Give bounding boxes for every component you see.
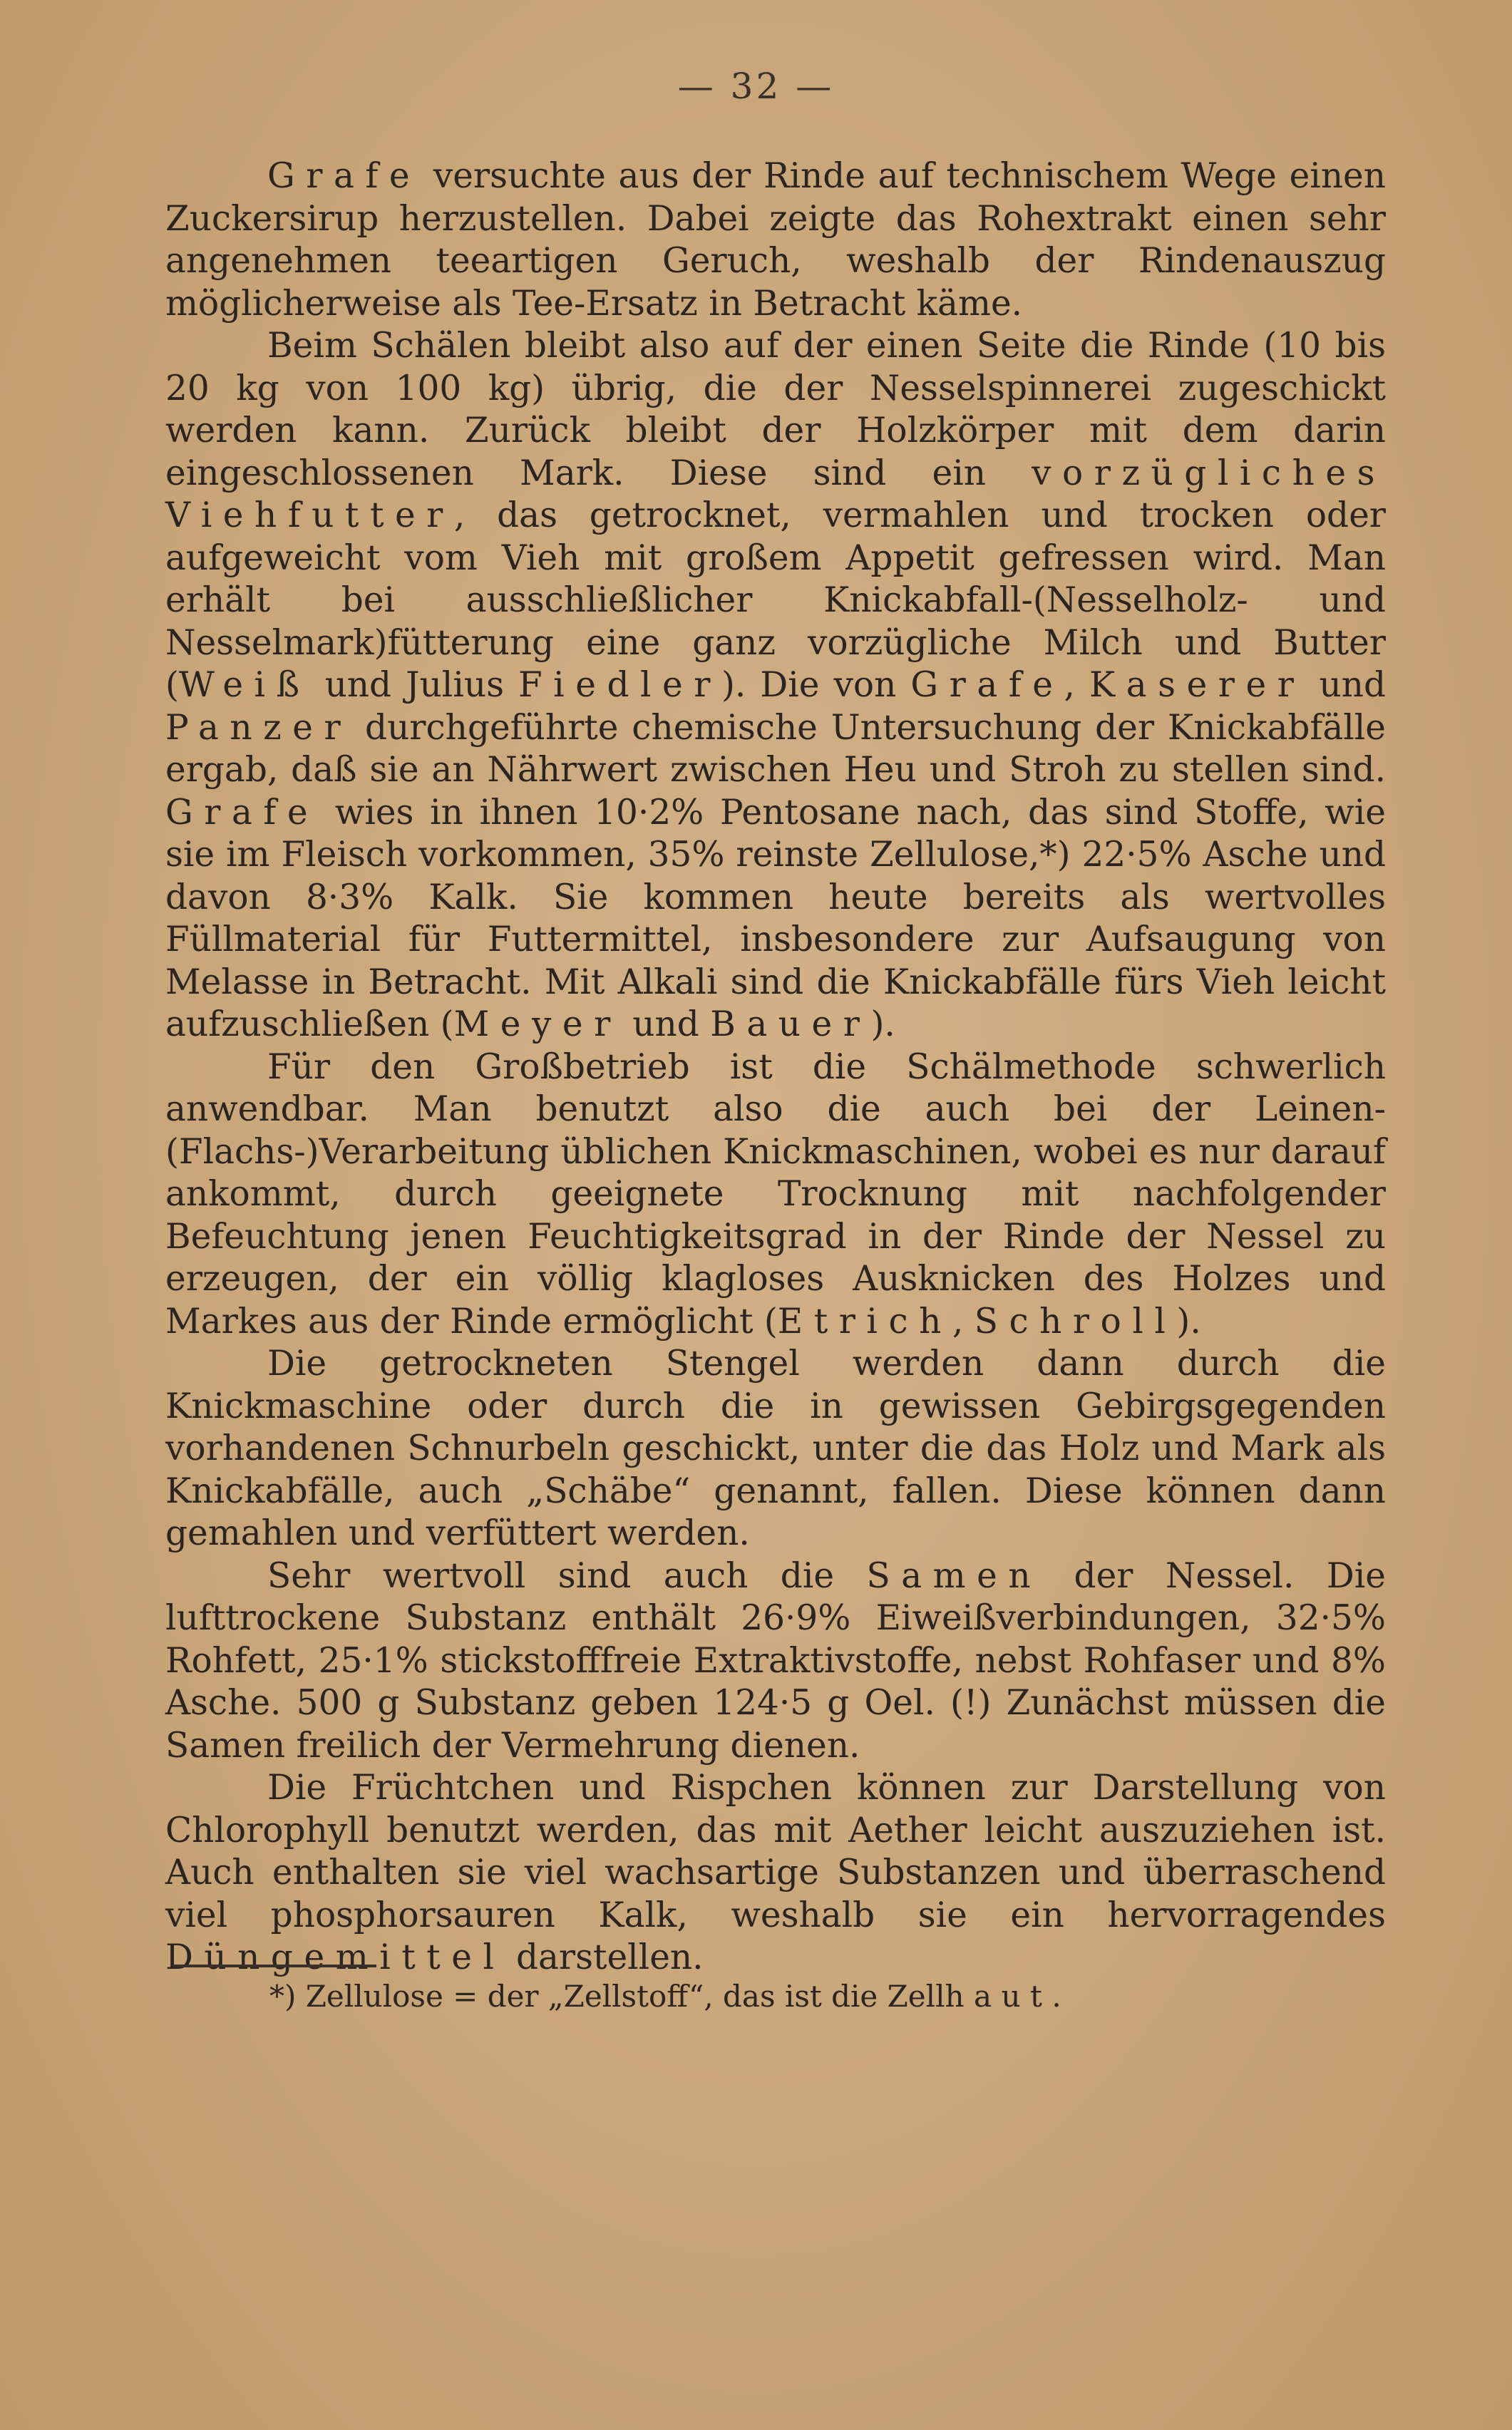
spaced-name: Meyer: [453, 1004, 622, 1044]
text-run: der Nessel. Die lufttrockene Substanz enthält 26·9% Eiweißverbindungen, 32·5% Rohfett, 25·1% stickstofffreie Extraktivstoffe, nebst Rohfaser und 8% Asche. 500 g Substanz geben 124·5 g Oel. (!) Zunächst müssen die Samen freilich der Vermehrung dienen.: [165, 1555, 1386, 1766]
spaced-name: Grafe: [165, 792, 319, 833]
footnote-divider: [173, 1965, 376, 1967]
spaced-name: Weiß: [178, 665, 311, 705]
paragraph: [165, 155, 1386, 325]
text-run: durchgeführte chemische Untersuchung der Knickabfälle ergab, daß sie an Nährwert zwischen Heu und Stroh zu stellen sind.: [165, 707, 1386, 790]
body-text: [165, 155, 1386, 1979]
spaced-name: Grafe: [267, 156, 421, 196]
text-run: Beim Schälen bleibt also auf der einen Seite die Rinde (10 bis 20 kg von 100 kg) übrig, die der Nesselspinnerei zugeschickt werden kann. Zurück bleibt der Holzkörper mit dem darin eingeschlossenen Mark. Diese sind ein: [165, 326, 1386, 493]
text-run: Die Früchtchen und Rispchen können zur Darstellung von Chlorophyll benutzt werden, das mit Aether leicht auszuziehen ist. Auch enthalten sie viel wachsartige Substanzen und überraschend viel phosphorsauren Kalk, weshalb sie ein hervorragendes: [165, 1768, 1386, 1935]
spaced-name: Panzer: [165, 707, 352, 748]
spaced-name: Etrich: [777, 1301, 952, 1342]
spaced-name: Schroll: [974, 1301, 1177, 1342]
text-run: ).: [1176, 1301, 1201, 1342]
text-run: ,: [1064, 665, 1089, 705]
text-run: ). Die von: [721, 665, 911, 705]
footnote-text: .: [1051, 1979, 1061, 2014]
text-run: und: [1305, 665, 1386, 705]
spaced-emphasis: Düngemittel: [165, 1937, 505, 1977]
text-run: ).: [870, 1004, 895, 1044]
text-run: und Julius: [310, 665, 519, 705]
text-run: Sehr wertvoll sind auch die: [267, 1555, 867, 1596]
spaced-name: Fiedler: [518, 665, 721, 705]
text-run: ,: [952, 1301, 974, 1342]
text-run: und: [621, 1004, 711, 1044]
text-run: Für den Großbetrieb ist die Schälmethode schwerlich anwendbar. Man benutzt also die auch bei der Leinen-(Flachs-)Verarbeitung üblichen Knickmaschinen, wobei es nur darauf ankommt, durch geeignete Trocknung mit nachfolgender Befeuchtung jenen Feuchtigkeitsgrad in der Rinde der Nessel zu erzeugen, der ein völlig klagloses Ausknicken des Holzes und Markes aus der Rinde ermöglicht (: [165, 1046, 1386, 1342]
spaced-name: Bauer: [710, 1004, 871, 1044]
paragraph: [165, 1343, 1386, 1555]
spaced-emphasis: haut: [945, 1979, 1052, 2014]
paragraph: [165, 1767, 1386, 1979]
spaced-emphasis: vorzügliches Viehfutter: [165, 453, 1386, 535]
spaced-name: Grafe: [910, 665, 1064, 705]
paragraph: [165, 1555, 1386, 1768]
paragraph: [165, 325, 1386, 1046]
text-run: , das getrocknet, vermahlen und trocken oder aufgeweicht vom Vieh mit großem Appetit gefressen wird. Man erhält bei ausschließlicher Knickabfall-(Nesselholz- und Nesselmark)fütterung eine ganz vorzügliche Milch und Butter (: [165, 495, 1386, 705]
spaced-emphasis: Samen: [866, 1555, 1042, 1596]
footnote: [269, 1976, 1339, 2017]
text-run: wies in ihnen 10·2% Pentosane nach, das sind Stoffe, wie sie im Fleisch vorkommen, 35% reinste Zellulose,*) 22·5% Asche und davon 8·3% Kalk. Sie kommen heute bereits als wertvolles Füllmaterial für Futtermittel, insbesondere zur Aufsaugung von Melasse in Betracht. Mit Alkali sind die Knickabfälle fürs Vieh leicht aufzuschließen (: [165, 792, 1386, 1044]
spaced-name: Kaserer: [1089, 665, 1305, 705]
text-run: versuchte aus der Rinde auf technischem Wege einen Zuckersirup herzustellen. Dabei zeigte das Rohextrakt einen sehr angenehmen teeartigen Geruch, weshalb der Rindenauszug möglicherweise als Tee-Ersatz in Betracht käme.: [165, 156, 1386, 324]
page-number: — 32 —: [677, 66, 835, 107]
paragraph: [165, 1046, 1386, 1344]
text-run: darstellen.: [505, 1937, 704, 1977]
footnote-text: *) Zellulose = der „Zellstoff“, das ist die Zell: [269, 1979, 945, 2014]
text-run: Die getrockneten Stengel werden dann durch die Knickmaschine oder durch die in gewissen Gebirgsgegenden vorhandenen Schnurbeln geschickt, unter die das Holz und Mark als Knickabfälle, auch „Schäbe“ genannt, fallen. Diese können dann gemahlen und verfüttert werden.: [165, 1344, 1386, 1553]
